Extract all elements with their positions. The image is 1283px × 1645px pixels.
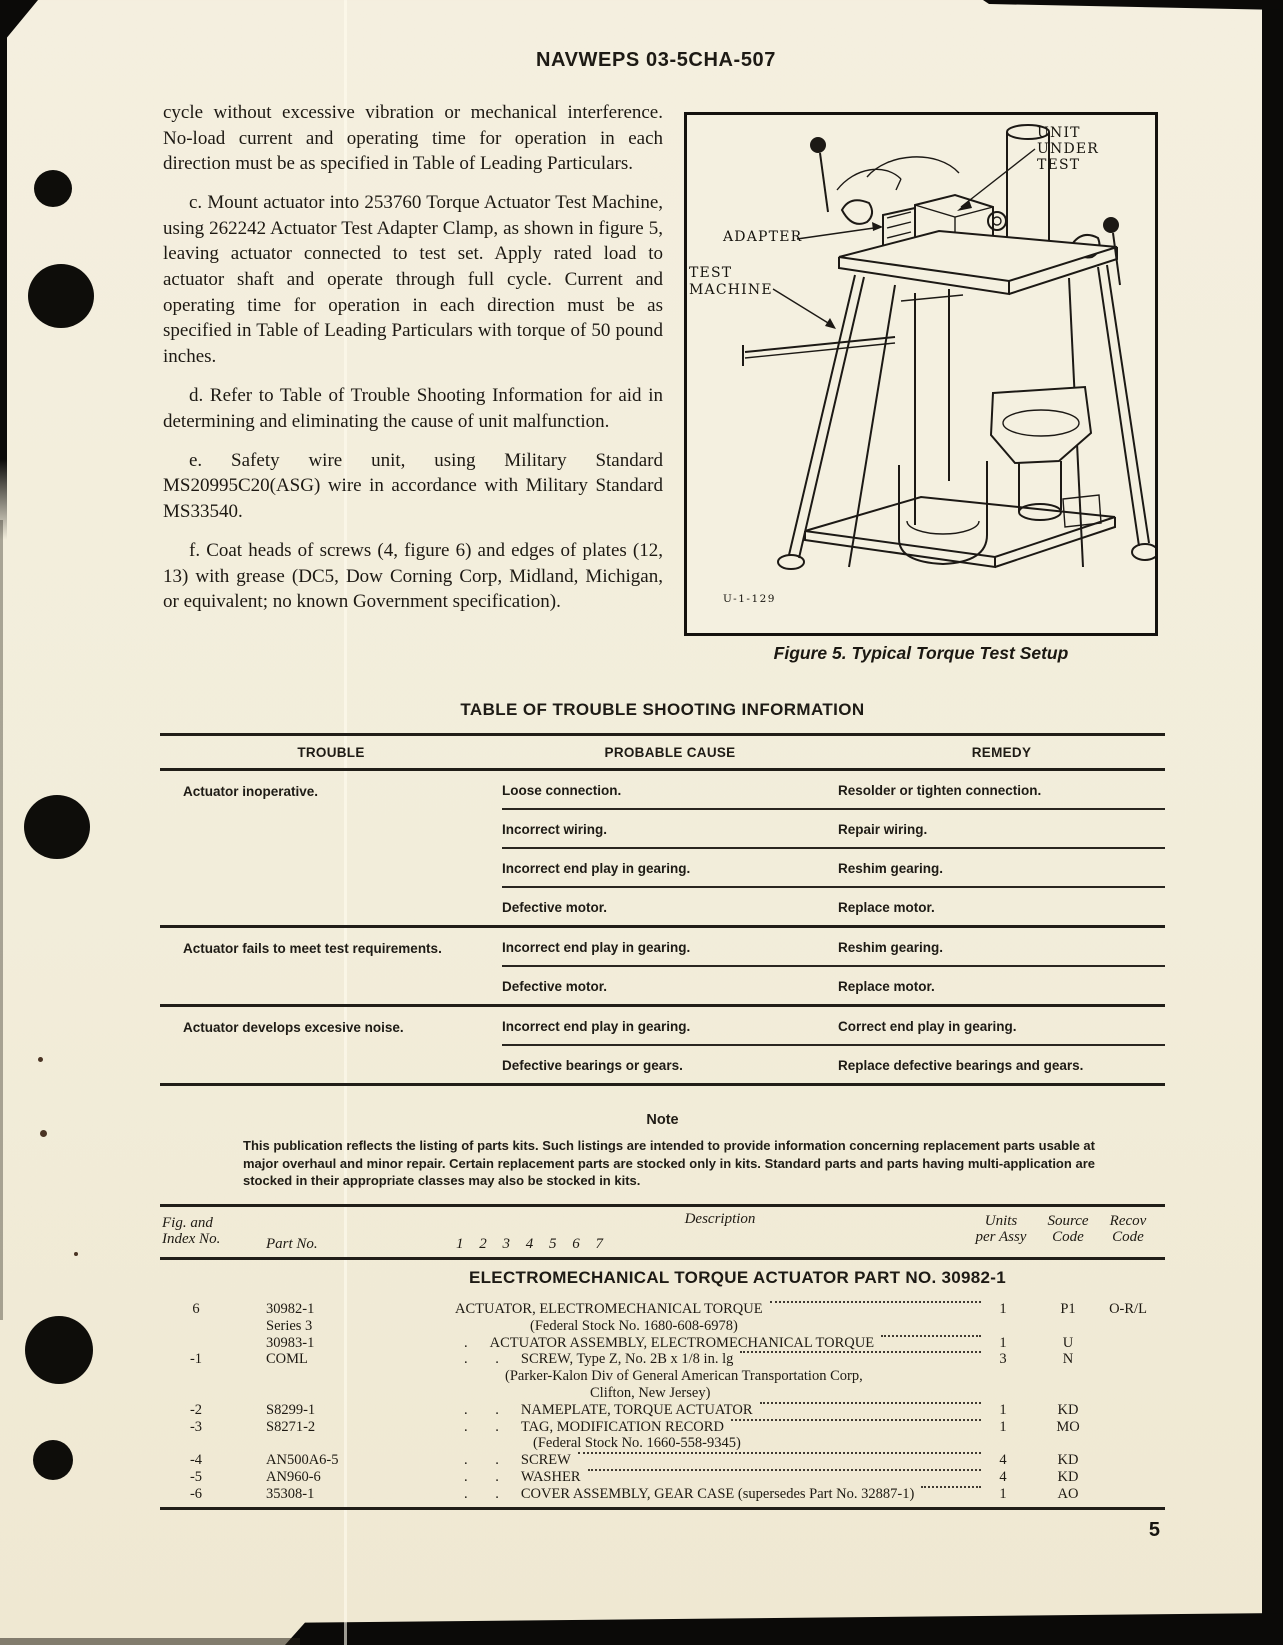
scan-edge-left — [0, 0, 7, 540]
source-code-cell: N — [1062, 1351, 1074, 1368]
source-code-cell: KD — [1057, 1401, 1079, 1418]
description-cell — [455, 1419, 985, 1436]
paper-speck — [38, 1057, 43, 1062]
dotted-leader — [921, 1486, 981, 1488]
units-cell: 4 — [999, 1468, 1007, 1485]
paper-speck — [40, 1130, 47, 1137]
hole-punch-dot — [34, 170, 72, 207]
source-code-cell: U — [1062, 1334, 1074, 1351]
doc-number: NAVWEPS 03-5CHA-507 — [536, 49, 776, 71]
figure-drawing-number: U-1-129 — [723, 593, 776, 605]
source-code-cell: AO — [1057, 1485, 1079, 1502]
table-row — [502, 810, 1165, 849]
parts-rows — [160, 1301, 1165, 1503]
fig-index-cell: -5 — [189, 1468, 203, 1485]
dotted-leader — [588, 1469, 982, 1471]
body-text-column — [163, 100, 663, 628]
cause-remedy-rows — [502, 928, 1165, 1004]
units-cell: 1 — [999, 1334, 1007, 1351]
hole-punch-dot — [24, 795, 90, 859]
parts-section-title: ELECTROMECHANICAL TORQUE ACTUATOR PART NO. 30982-1 — [468, 1268, 1007, 1287]
test-machine-drawing — [687, 115, 1155, 633]
table-row — [160, 1335, 1165, 1352]
units-cell: 1 — [999, 1418, 1007, 1435]
fig-index-cell: -1 — [189, 1351, 203, 1368]
description-text: Clifton, New Jersey) — [590, 1384, 711, 1401]
header-line: Units — [984, 1213, 1018, 1229]
hole-punch-dot — [28, 264, 94, 328]
units-cell: 3 — [999, 1351, 1007, 1368]
description-text: SCREW, Type Z, No. 2B x 1/8 in. lg — [520, 1351, 734, 1368]
part-no-cell: S8271-2 — [266, 1418, 316, 1435]
fig-index-cell: -2 — [189, 1401, 203, 1418]
source-code-cell: KD — [1057, 1468, 1079, 1485]
cause-cell: Incorrect wiring. — [502, 822, 608, 837]
source-code-cell: P1 — [1060, 1301, 1076, 1317]
indent-dots: . . — [464, 1452, 511, 1469]
description-text: SCREW — [520, 1452, 571, 1469]
cause-cell: Incorrect end play in gearing. — [502, 861, 691, 876]
body-paragraph-d: d. Refer to Table of Trouble Shooting Information for aid in determining and eliminating the cause of unit malfunction. — [163, 384, 663, 432]
part-no-cell: 30982-1 — [266, 1301, 315, 1317]
cause-remedy-rows — [502, 771, 1165, 925]
scan-edge-top — [983, 0, 1283, 10]
body-paragraph-c: c. Mount actuator into 253760 Torque Actuator Test Machine, using 262242 Actuator Test Adapter Clamp, as shown in figure 5, leaving actuator connected to test set. Apply rated load to actuator shaft and operate through full cycle. Current and operating time for operation in each direction must be as specified in Table of Leading Particulars with torque of 50 pound inches. — [163, 192, 663, 367]
part-no-cell: 30983-1 — [266, 1334, 315, 1351]
column-header-trouble: TROUBLE — [297, 745, 365, 760]
recov-code-cell: O-R/L — [1109, 1301, 1147, 1317]
dotted-leader — [731, 1419, 981, 1421]
part-no-cell: 35308-1 — [266, 1485, 315, 1502]
description-text: (Parker-Kalon Div of General American Transportation Corp, — [505, 1368, 863, 1385]
header-line: Fig. and — [162, 1215, 213, 1231]
fig-index-cell: 6 — [192, 1301, 200, 1317]
remedy-cell: Repair wiring. — [838, 822, 928, 837]
header-line: Index No. — [162, 1231, 221, 1247]
column-header-source-code — [1038, 1213, 1098, 1245]
description-cell — [455, 1469, 985, 1486]
description-text: TAG, MODIFICATION RECORD — [520, 1418, 724, 1435]
dotted-leader — [578, 1452, 981, 1454]
table-row — [502, 928, 1165, 967]
column-header-fig-index — [162, 1215, 220, 1247]
table-row — [502, 849, 1165, 888]
description-cell — [455, 1335, 985, 1352]
paper-speck — [74, 1252, 78, 1256]
table-row — [160, 1318, 1165, 1335]
description-cell — [455, 1301, 985, 1318]
figure-label-line: UNDER — [1037, 141, 1100, 157]
dotted-leader — [881, 1335, 981, 1337]
part-no-cell: AN960-6 — [266, 1468, 321, 1485]
figure-label-test-machine — [689, 265, 773, 299]
body-paragraph: cycle without excessive vibration or mechanical interference. No-load current and operating time for operation in each direction must be as specified in Table of Leading Particulars. — [163, 102, 663, 175]
column-header-recov-code — [1094, 1213, 1162, 1245]
source-code-cell: KD — [1057, 1452, 1079, 1469]
scan-edge-left-faint — [0, 520, 3, 1320]
table-row — [160, 1301, 1165, 1318]
remedy-cell: Correct end play in gearing. — [838, 1019, 1017, 1034]
part-no-cell: AN500A6-5 — [266, 1452, 339, 1469]
cause-cell: Defective bearings or gears. — [502, 1058, 683, 1073]
table-row — [160, 1469, 1165, 1486]
column-header-description: Description — [684, 1211, 756, 1227]
scan-edge-bottom — [285, 1613, 1283, 1645]
fig-index-cell: -6 — [189, 1485, 203, 1502]
table-rule — [160, 1507, 1165, 1510]
remedy-cell: Replace defective bearings and gears. — [838, 1058, 1084, 1073]
table-row — [502, 967, 1165, 1004]
column-header-units-per-assy — [966, 1213, 1036, 1245]
table-row — [160, 1368, 1165, 1385]
description-text: NAMEPLATE, TORQUE ACTUATOR — [520, 1401, 753, 1418]
figure-caption: Figure 5. Typical Torque Test Setup — [773, 643, 1069, 663]
cause-cell: Loose connection. — [502, 783, 622, 798]
description-cell — [455, 1385, 985, 1402]
header-line: Code — [1112, 1229, 1144, 1245]
part-no-cell: S8299-1 — [266, 1401, 316, 1418]
dotted-leader — [740, 1351, 981, 1353]
remedy-cell: Reshim gearing. — [838, 861, 944, 876]
units-cell: 1 — [999, 1485, 1007, 1502]
table-row — [502, 771, 1165, 810]
parts-table-header — [160, 1207, 1165, 1257]
cause-cell: Incorrect end play in gearing. — [502, 1019, 691, 1034]
column-header-probable-cause: PROBABLE CAUSE — [604, 745, 736, 760]
hole-punch-dot — [25, 1316, 93, 1384]
dotted-leader — [770, 1301, 981, 1303]
header-line: Source — [1047, 1213, 1089, 1229]
trouble-table-title: TABLE OF TROUBLE SHOOTING INFORMATION — [460, 700, 865, 719]
figure-label-line: MACHINE — [689, 282, 773, 298]
trouble-cell: Actuator fails to meet test requirements. — [183, 941, 442, 956]
description-cell — [455, 1486, 985, 1503]
cause-cell: Incorrect end play in gearing. — [502, 940, 691, 955]
figure-label-line: UNIT — [1037, 125, 1081, 141]
indent-dots: . . — [464, 1401, 511, 1418]
figure-label-line: TEST — [689, 265, 733, 281]
figure-label-adapter: ADAPTER — [723, 229, 803, 245]
remedy-cell: Resolder or tighten connection. — [838, 783, 1042, 798]
scan-edge-bottom-left — [0, 1638, 300, 1645]
remedy-cell: Reshim gearing. — [838, 940, 944, 955]
indent-dots: . — [464, 1334, 480, 1351]
description-text: (Federal Stock No. 1680-608-6978) — [530, 1317, 738, 1334]
table-row — [502, 1007, 1165, 1046]
units-cell: 1 — [999, 1301, 1007, 1317]
hole-punch-dot — [33, 1440, 73, 1480]
cause-remedy-rows — [502, 1007, 1165, 1083]
trouble-group — [160, 771, 1165, 928]
description-text: (Federal Stock No. 1660-558-9345) — [533, 1435, 741, 1452]
indent-dots: . . — [464, 1468, 511, 1485]
page-number: 5 — [1148, 1519, 1160, 1541]
units-cell: 1 — [999, 1401, 1007, 1418]
table-row — [502, 1046, 1165, 1083]
description-text: WASHER — [520, 1468, 581, 1485]
column-header-remedy: REMEDY — [971, 745, 1032, 760]
trouble-shooting-table — [160, 700, 1165, 1086]
header-line: per Assy — [975, 1229, 1027, 1245]
indent-dots: . . — [464, 1351, 511, 1368]
remedy-cell: Replace motor. — [838, 900, 935, 915]
trouble-table-header — [160, 736, 1165, 768]
scan-edge-right — [1262, 0, 1283, 1645]
figure-box — [684, 112, 1158, 636]
trouble-group — [160, 928, 1165, 1007]
table-row — [160, 1402, 1165, 1419]
part-no-cell: Series 3 — [266, 1317, 313, 1334]
column-header-indent-numbers: 1 2 3 4 5 6 7 — [456, 1236, 609, 1252]
figure-label-line: TEST — [1037, 157, 1081, 173]
body-paragraph-e: e. Safety wire unit, using Military Standard MS20995C20(ASG) wire in accordance with Military Standard MS33540. — [163, 449, 663, 522]
indent-dots: . . — [464, 1418, 511, 1435]
note-text: This publication reflects the listing of parts kits. Such listings are intended to provide information concerning replacement parts usable at major overhaul and minor repair. Certain replacement parts are stocked only in kits. Standard parts and parts having multi-application are stocked in their appropriate classes may also be stocked in kits. — [243, 1138, 1095, 1189]
remedy-cell: Replace motor. — [838, 979, 935, 994]
table-row — [502, 888, 1165, 925]
description-cell — [455, 1402, 985, 1419]
body-paragraph-f: f. Coat heads of screws (4, figure 6) and edges of plates (12, 13) with grease (DC5, Dow Corning Corp, Midland, Michigan, or equivalent; no known Government specification). — [163, 539, 663, 613]
description-cell — [455, 1435, 985, 1452]
indent-dots: . . — [464, 1485, 511, 1502]
cause-cell: Defective motor. — [502, 979, 608, 994]
part-no-cell: COML — [266, 1351, 308, 1368]
trouble-cell: Actuator inoperative. — [183, 784, 319, 799]
header-line: Recov — [1109, 1213, 1147, 1229]
description-cell — [455, 1318, 985, 1335]
table-row — [160, 1435, 1165, 1452]
table-rule — [160, 1257, 1165, 1260]
dotted-leader — [760, 1402, 982, 1404]
column-header-part-no: Part No. — [266, 1236, 318, 1252]
figure-label-unit-under-test — [1037, 125, 1099, 173]
table-row — [160, 1452, 1165, 1469]
note-title: Note — [646, 1112, 679, 1128]
cause-cell: Defective motor. — [502, 900, 608, 915]
table-row — [160, 1486, 1165, 1503]
description-cell — [455, 1351, 985, 1368]
table-row — [160, 1385, 1165, 1402]
table-row — [160, 1351, 1165, 1368]
table-row — [160, 1419, 1165, 1436]
parts-table — [160, 1204, 1165, 1510]
fig-index-cell: -4 — [189, 1452, 203, 1469]
description-text: COVER ASSEMBLY, GEAR CASE (supersedes Part No. 32887-1) — [520, 1485, 915, 1502]
description-cell — [455, 1452, 985, 1469]
note-block — [160, 1112, 1165, 1190]
description-text: ACTUATOR, ELECTROMECHANICAL TORQUE — [455, 1301, 763, 1317]
trouble-cell: Actuator develops excesive noise. — [183, 1020, 404, 1035]
fig-index-cell: -3 — [189, 1418, 203, 1435]
description-cell — [455, 1368, 985, 1385]
units-cell: 4 — [999, 1452, 1007, 1469]
trouble-group — [160, 1007, 1165, 1086]
header-line: Code — [1052, 1229, 1084, 1245]
source-code-cell: MO — [1056, 1418, 1080, 1435]
description-text: ACTUATOR ASSEMBLY, ELECTROMECHANICAL TORQUE — [489, 1334, 875, 1351]
